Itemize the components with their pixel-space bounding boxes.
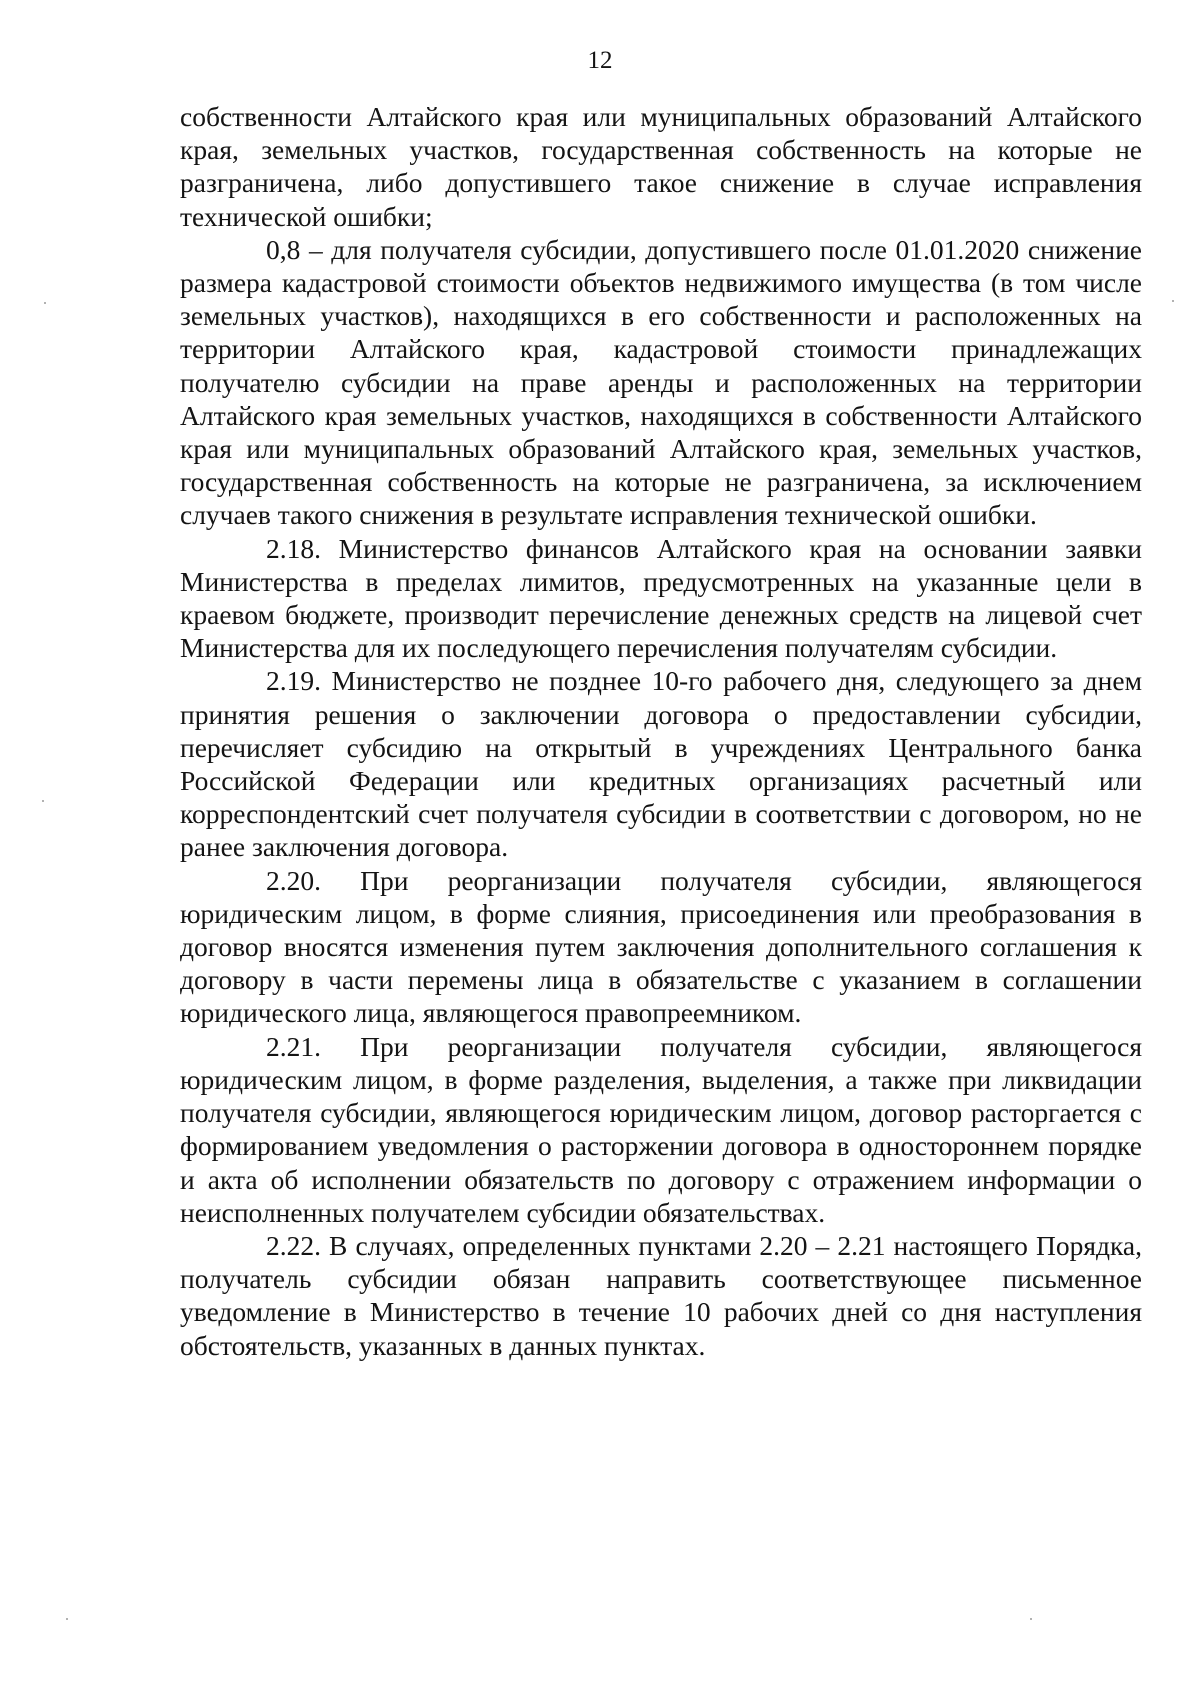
paragraph-clause-2-19: 2.19. Министерство не позднее 10-го рабочего дня, следующего за днем принятия решения о заключении договора о предоставлении субсидии, перечисляет субсидию на открытый в учреждениях Центрального банка Российской Федерации или кредитных организациях расчетный или корреспондентский счет получателя субсидии в соответствии с договором, но не ранее заключения договора. (180, 665, 1142, 863)
scan-speck (42, 800, 44, 802)
paragraph-clause-2-22: 2.22. В случаях, определенных пунктами 2.20 – 2.21 настоящего Порядка, получатель субсидии обязан направить соответствующее письменное уведомление в Министерство в течение 10 рабочих дней со дня наступления обстоятельств, указанных в данных пунктах. (180, 1229, 1142, 1361)
page-number: 12 (587, 47, 613, 74)
paragraph-clause-2-18: 2.18. Министерство финансов Алтайского края на основании заявки Министерства в пределах лимитов, предусмотренных на указанные цели в краевом бюджете, производит перечисление денежных средств на лицевой счет Министерства для их последующего перечисления получателям субсидии. (180, 532, 1142, 664)
scan-speck (1172, 300, 1174, 302)
paragraph-continuation: собственности Алтайского края или муниципальных образований Алтайского края, земельных участков, государственная собственность на которые не разграничена, либо допустившего такое снижение в случае исправления технической ошибки; (180, 101, 1142, 232)
scan-speck (66, 1618, 68, 1620)
scan-speck (1030, 1618, 1032, 1620)
paragraph-clause-2-21: 2.21. При реорганизации получателя субсидии, являющегося юридическим лицом, в форме разделения, выделения, а также при ликвидации получателя субсидии, являющегося юридическим лицом, договор расторгается с формированием уведомления о расторжении договора в одностороннем порядке и акта об исполнении обязательств по договору с отражением информации о неисполненных получателем субсидии обязательствах. (180, 1030, 1142, 1228)
paragraph-clause-2-20: 2.20. При реорганизации получателя субсидии, являющегося юридическим лицом, в форме слияния, присоединения или преобразования в договор вносятся изменения путем заключения дополнительного соглашения к договору в части перемены лица в обязательстве с указанием в соглашении юридического лица, являющегося правопреемником. (180, 864, 1142, 1029)
paragraph-coefficient-0-8: 0,8 – для получателя субсидии, допустившего после 01.01.2020 снижение размера кадастровой стоимости объектов недвижимого имущества (в том числе земельных участков), находящихся в его собственности и расположенных на территории Алтайского края, кадастровой стоимости принадлежащих получателю субсидии на праве аренды и расположенных на территории Алтайского края земельных участков, находящихся в собственности Алтайского края или муниципальных образований Алтайского края, земельных участков, государственная собственность на которые не разграничена, за исключением случаев такого снижения в результате исправления технической ошибки. (180, 233, 1142, 531)
scan-speck (44, 302, 46, 304)
document-body (180, 100, 1142, 1362)
